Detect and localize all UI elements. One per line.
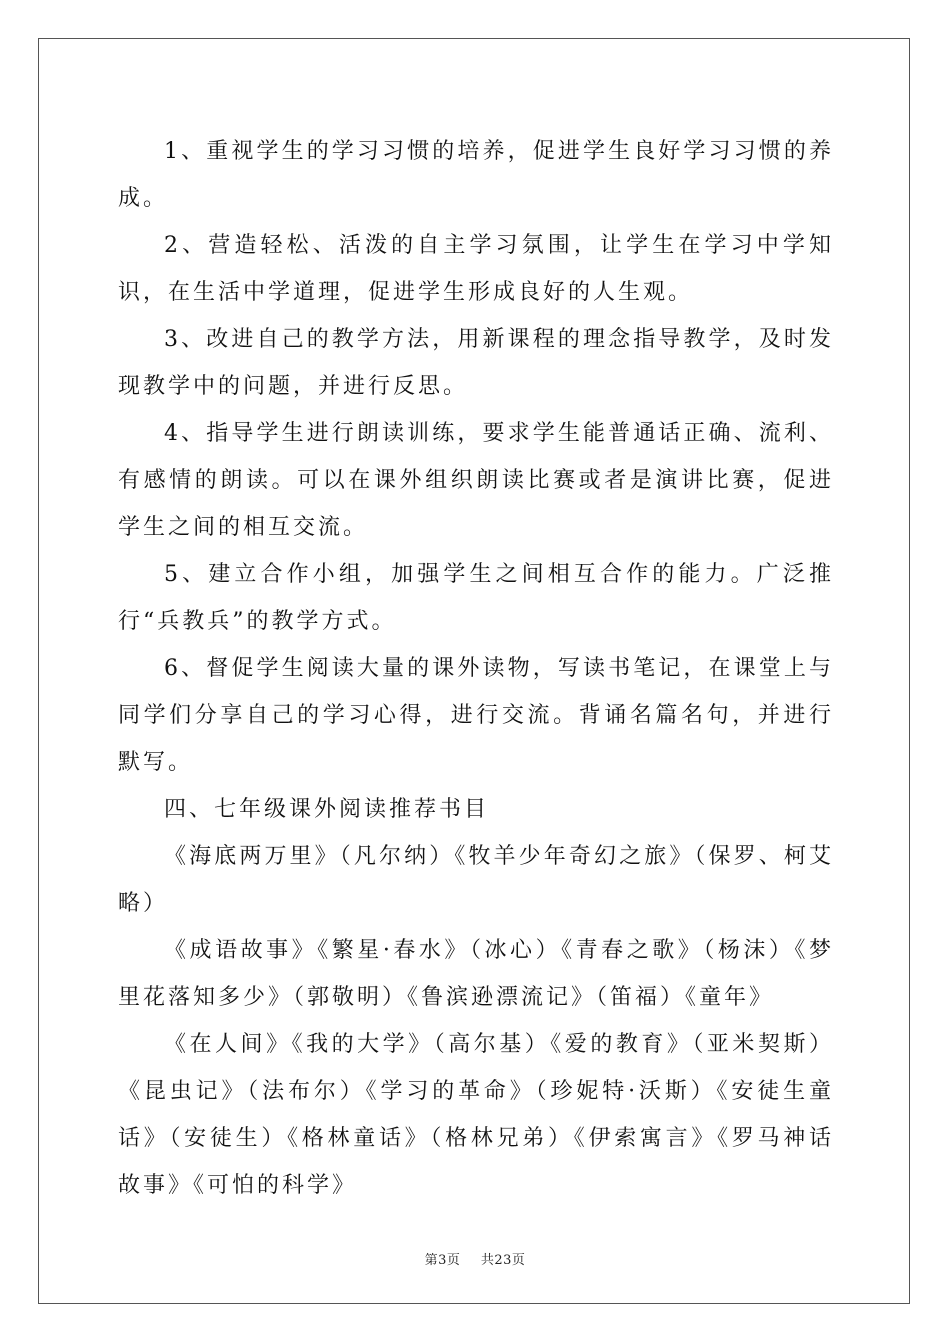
paragraph: 3、改进自己的教学方法，用新课程的理念指导教学，及时发现教学中的问题，并进行反思。 bbox=[118, 327, 834, 399]
paragraph: 4、指导学生进行朗读训练，要求学生能普通话正确、流利、有感情的朗读。可以在课外组织朗读比赛或者是演讲比赛，促进学生之间的相互交流。 bbox=[118, 421, 834, 540]
paragraph: 1、重视学生的学习习惯的培养，促进学生良好学习习惯的养成。 bbox=[118, 139, 834, 211]
book-list-paragraph: 《成语故事》《繁星·春水》（冰心）《青春之歌》（杨沫）《梦里花落知多少》（郭敬明）《鲁滨逊漂流记》（笛福）《童年》 bbox=[118, 938, 834, 1010]
page-number: 第3页 bbox=[424, 1253, 461, 1268]
book-list-paragraph: 《在人间》《我的大学》（高尔基）《爱的教育》（亚米契斯）《昆虫记》（法布尔）《学习的革命》（珍妮特·沃斯）《安徒生童话》（安徒生）《格林童话》（格林兄弟）《伊索寓言》《罗马神话故事》《可怕的科学》 bbox=[118, 1032, 834, 1198]
document-body bbox=[118, 128, 834, 1209]
paragraph: 6、督促学生阅读大量的课外读物，写读书笔记，在课堂上与同学们分享自己的学习心得，进行交流。背诵名篇名句，并进行默写。 bbox=[118, 656, 834, 775]
page-footer bbox=[0, 1249, 950, 1268]
book-list-paragraph: 《海底两万里》（凡尔纳）《牧羊少年奇幻之旅》（保罗、柯艾略） bbox=[118, 844, 834, 916]
paragraph: 2、营造轻松、活泼的自主学习氛围，让学生在学习中学知识，在生活中学道理，促进学生形成良好的人生观。 bbox=[118, 233, 834, 305]
page-total: 共23页 bbox=[480, 1253, 526, 1268]
section-heading: 四、七年级课外阅读推荐书目 bbox=[164, 797, 490, 822]
paragraph: 5、建立合作小组，加强学生之间相互合作的能力。广泛推行“兵教兵”的教学方式。 bbox=[118, 562, 834, 634]
